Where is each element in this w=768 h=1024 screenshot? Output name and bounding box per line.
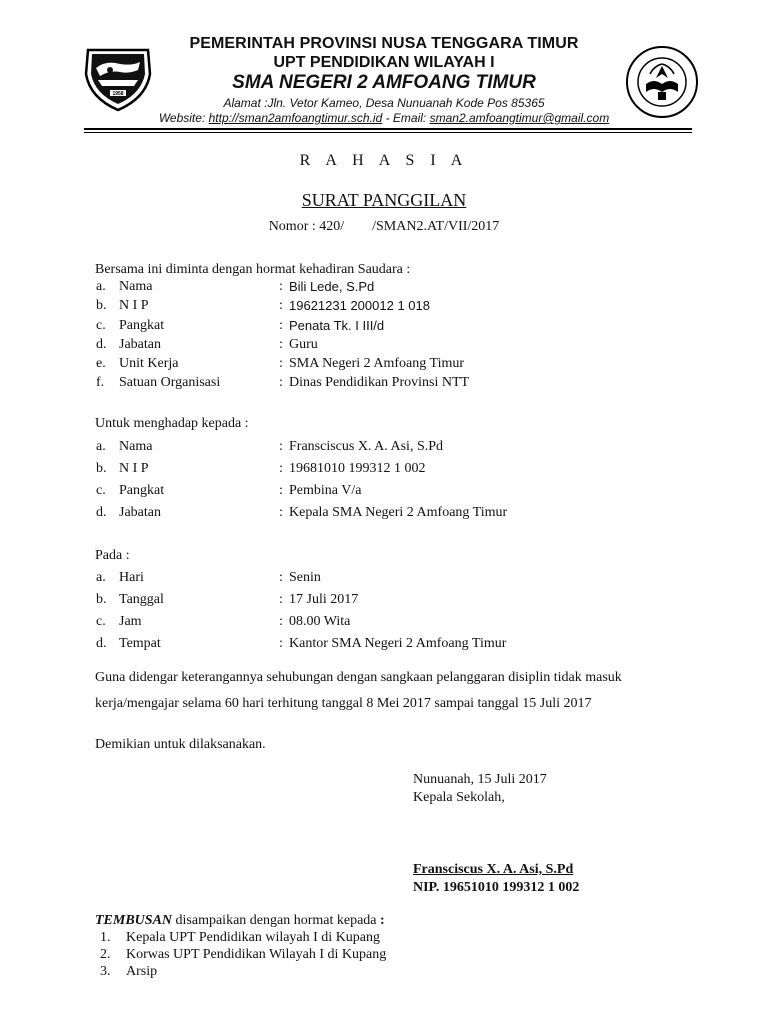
row-label: N I P <box>119 298 149 313</box>
email-label: - Email: <box>382 111 430 125</box>
row-colon: : <box>279 483 283 498</box>
row-colon: : <box>279 356 283 371</box>
row-value: SMA Negeri 2 Amfoang Timur <box>289 356 465 371</box>
row-value: 19621231 200012 1 018 <box>289 298 430 313</box>
cc-list-item <box>100 930 380 946</box>
row-label: Satuan Organisasi <box>119 375 221 390</box>
intro-text: Bersama ini diminta dengan hormat kehadiran Saudara : <box>95 262 411 277</box>
row-colon: : <box>279 337 283 352</box>
row-value: 19681010 199312 1 002 <box>289 461 426 476</box>
website-label: Website: <box>158 111 209 125</box>
row-label: Jam <box>119 614 142 629</box>
row-value: Kepala SMA Negeri 2 Amfoang Timur <box>289 505 508 520</box>
row-label: Jabatan <box>119 505 161 520</box>
row-label: Nama <box>119 439 153 454</box>
row-key: a. <box>96 439 106 454</box>
row-value: Guru <box>289 337 318 352</box>
when-intro-text: Pada : <box>95 548 130 563</box>
cc-label: TEMBUSAN <box>95 913 173 928</box>
cc-list-item <box>100 964 157 980</box>
closing-text: Demikian untuk dilaksanakan. <box>95 737 266 752</box>
signature-name: Fransciscus X. A. Asi, S.Pd <box>413 862 574 877</box>
row-value: 08.00 Wita <box>289 614 351 629</box>
row-value: Pembina V/a <box>289 483 362 498</box>
row-label: Hari <box>119 570 144 585</box>
letter-title: SURAT PANGGILAN <box>301 190 467 210</box>
emblem-year: 1958 <box>112 91 124 97</box>
row-colon: : <box>279 570 283 585</box>
row-key: e. <box>96 356 106 371</box>
reason-text-line-1: Guna didengar keterangannya sehubungan dengan sangkaan pelanggaran disiplin tidak masuk <box>95 670 622 685</box>
row-colon: : <box>279 461 283 476</box>
row-value: Fransciscus X. A. Asi, S.Pd <box>289 439 444 454</box>
row-label: Pangkat <box>119 318 165 333</box>
header-contact <box>0 111 768 125</box>
row-value: Bili Lede, S.Pd <box>289 279 375 294</box>
row-label: Pangkat <box>119 483 165 498</box>
row-colon: : <box>279 636 283 651</box>
cc-item-number: 2. <box>100 947 111 962</box>
row-key: d. <box>96 636 107 651</box>
row-colon: : <box>279 505 283 520</box>
cc-item-number: 1. <box>100 930 111 945</box>
row-value: 17 Juli 2017 <box>289 592 359 607</box>
row-colon: : <box>279 298 283 313</box>
row-colon: : <box>279 375 283 390</box>
row-value: Kantor SMA Negeri 2 Amfoang Timur <box>289 636 507 651</box>
row-label: Tanggal <box>119 592 164 607</box>
header-rule-thin <box>84 132 692 133</box>
cc-heading <box>95 913 385 929</box>
signature-role: Kepala Sekolah, <box>413 790 505 805</box>
letter-number: Nomor : 420/ /SMAN2.AT/VII/2017 <box>268 219 500 234</box>
row-key: d. <box>96 505 107 520</box>
row-label: Unit Kerja <box>119 356 179 371</box>
header-rule-thick <box>84 128 692 130</box>
row-value: Senin <box>289 570 321 585</box>
cc-text: disampaikan dengan hormat kepada <box>172 913 381 928</box>
row-value: Dinas Pendidikan Provinsi NTT <box>289 375 470 390</box>
header-upt: UPT PENDIDIKAN WILAYAH I <box>273 54 495 71</box>
row-colon: : <box>279 592 283 607</box>
row-key: b. <box>96 592 107 607</box>
row-key: d. <box>96 337 107 352</box>
row-colon: : <box>279 279 283 294</box>
meet-intro-text: Untuk menghadap kepada : <box>95 416 249 431</box>
row-label: Jabatan <box>119 337 161 352</box>
website-link[interactable]: http://sman2amfoangtimur.sch.id <box>208 111 383 125</box>
row-key: a. <box>96 279 106 294</box>
row-key: c. <box>96 614 106 629</box>
cc-item-text: Korwas UPT Pendidikan Wilayah I di Kupang <box>126 947 387 962</box>
header-school-name: SMA NEGERI 2 AMFOANG TIMUR <box>232 72 536 93</box>
reason-text-line-2: kerja/mengajar selama 60 hari terhitung tanggal 8 Mei 2017 sampai tanggal 15 Juli 2017 <box>95 696 592 711</box>
row-colon: : <box>279 318 283 333</box>
row-key: f. <box>96 375 105 390</box>
cc-colon: : <box>380 913 385 928</box>
row-label: Tempat <box>119 636 161 651</box>
row-label: N I P <box>119 461 149 476</box>
cc-item-text: Kepala UPT Pendidikan wilayah I di Kupang <box>126 930 381 945</box>
cc-item-text: Arsip <box>126 964 158 979</box>
row-key: c. <box>96 483 106 498</box>
row-label: Nama <box>119 279 153 294</box>
row-value: Penata Tk. I III/d <box>289 318 385 333</box>
row-key: b. <box>96 298 107 313</box>
header-government: PEMERINTAH PROVINSI NUSA TENGGARA TIMUR <box>189 35 579 52</box>
row-colon: : <box>279 439 283 454</box>
signature-nip: NIP. 19651010 199312 1 002 <box>413 880 580 895</box>
row-key: b. <box>96 461 107 476</box>
header-address: Alamat :Jln. Vetor Kameo, Desa Nunuanah Kode Pos 85365 <box>223 96 545 110</box>
cc-item-number: 3. <box>100 964 111 979</box>
row-key: c. <box>96 318 106 333</box>
classification-label: R A H A S I A <box>299 152 469 169</box>
row-colon: : <box>279 614 283 629</box>
cc-list-item <box>100 947 386 963</box>
row-key: a. <box>96 570 106 585</box>
email-link[interactable]: sman2.amfoangtimur@gmail.com <box>429 111 610 125</box>
signature-place-date: Nunuanah, 15 Juli 2017 <box>413 772 547 787</box>
